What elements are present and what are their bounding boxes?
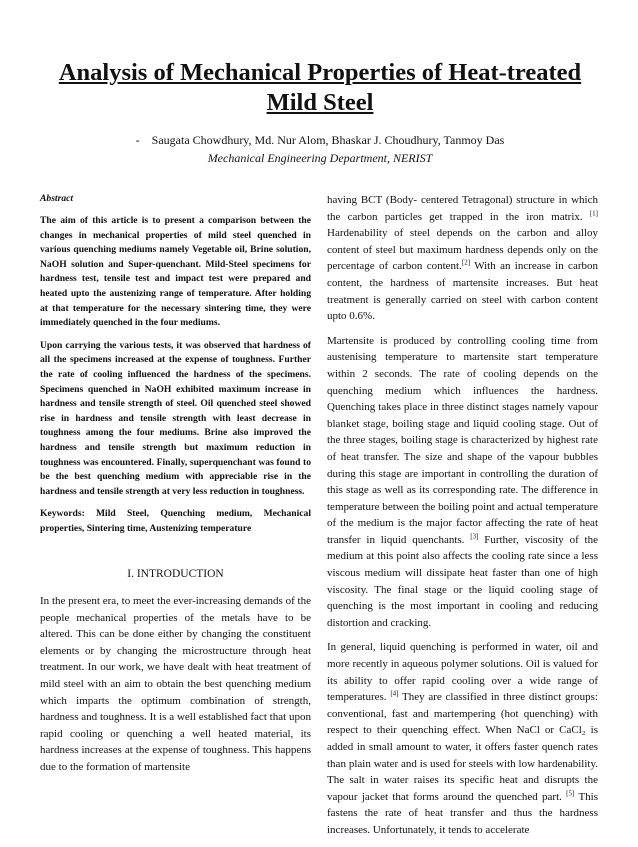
- intro-paragraph-1: In the present era, to meet the ever-increasing demands of the people mechanical properties of the metals have to be altered. This can be done either by changing the constituent elements or by changing the microstructure through heat treatment. In our work, we have dealt with heat treatment of mild steel with an aim to obtain the best quenching medium which imparts the optimum combination of strength, hardness and toughness. It is a well established fact that upon rapid cooling or quenching a well heated material, its hardness increases at the expense of toughness. This happens due to the formation of martensite: [40, 595, 311, 773]
- abstract-paragraph-2: Upon carrying the various tests, it was observed that hardness of all the specimens increased at the expense of toughness. Further the rate of cooling influenced the hardness of the specimens. Specimens quenched in NaOH exhibited maximum increase in hardness and tensile strength of steel. Oil quenched steel showed rise in hardness and tensile strength with least decrease in toughness among the four mediums. Brine also improved the hardness and tensile strength but maximum reduction in toughness was encountered. Finally, superquenchant was found to be the best quenching medium with appreciable rise in the hardness and tensile strength at very less reduction in toughness.: [40, 339, 311, 497]
- right-paragraph-1: [327, 192, 598, 325]
- citation-2: [2]: [461, 258, 471, 267]
- text-span: having BCT (Body- centered Tetragonal) structure in which the carbon particles get trapped in the iron matrix.: [327, 194, 598, 223]
- text-span: Further, viscosity of the medium at this point also affects the cooling rate since a less viscous medium will dissipate heat faster than one of high viscosity. The final stage or the liquid cooling stage of quenching is the most important in cooling and reducing distortion and cracking.: [327, 533, 598, 629]
- left-column: [40, 192, 311, 784]
- right-paragraph-2: [327, 333, 598, 632]
- department: Mechanical Engineering Department, NERIST: [207, 151, 433, 165]
- intro-heading: I. INTRODUCTION: [127, 568, 224, 581]
- right-column: [327, 192, 598, 847]
- abstract-paragraph-1: The aim of this article is to present a comparison between the changes in mechanical properties of mild steel quenched in various quenching mediums namely Vegetable oil, Brine solution, NaOH solution and Super-quenchant. Mild-Steel specimens for hardness test, tensile test and impact test were prepared and heated upto the austenizing range of temperature. After holding at that temperature for the necessary sintering time, they were immediately quenched in the four mediums.: [40, 215, 311, 329]
- text-span: Hardenability of steel depends on the carbon and alloy content of steel but maximum hardness depends only on the percentage of carbon content.: [327, 227, 598, 273]
- text-span: In general, liquid quenching is performed in water, oil and more recently in aqueous polymer solutions. Oil is valued for its ability to offer rapid cooling over a wide range of temperatures.: [327, 641, 598, 704]
- abstract-heading: Abstract: [40, 193, 74, 204]
- author-dash: -: [135, 133, 140, 147]
- citation-1: [1]: [589, 208, 599, 217]
- text-span: With an increase in carbon content, the hardness of martensite increases. But heat treatment is generally carried on steel with carbon content upto 0.6%.: [327, 260, 598, 323]
- citation-3: [3]: [470, 532, 479, 541]
- abstract-body: [40, 214, 311, 536]
- text-span: Martensite is produced by controlling cooling time from austenising temperature to martensite start temperature within 2 seconds. The rate of cooling depends on the quenching medium which influences the hardness. Quenching takes place in three distinct stages namely vapour blanket stage, boiling stage and liquid cooling stage. Out of the three stages, boiling stage is characterized by highest rate of heat transfer. The size and shape of the vapour bubbles during this stage are important in controlling the duration of this stage as well as its corresponding rate. The difference in temperature between the boiling point and actual temperature of the medium is the major factor affecting the rate of heat transfer in liquid quenchants.: [327, 334, 598, 546]
- author-line: [40, 132, 600, 148]
- right-paragraph-3: [327, 639, 598, 838]
- keywords: Keywords: Mild Steel, Quenching medium, Mechanical properties, Sintering time, Austenizing temperature: [40, 508, 311, 534]
- citation-4: [4]: [390, 689, 399, 698]
- text-span: This fastens the rate of heat transfer and thus the hardness increases. Unfortunately, it tends to accelerate: [327, 790, 598, 836]
- text-span: They are classified in three distinct groups: conventional, fast and martempering (hot quenching) with respect to their quenching effect. When NaCl or CaCl₂ is added in small amount to water, it offers faster quench rates than plain water and is used for steels with low hardenability. The salt in water raises its specific heat and disrupts the vapour jacket that forms around the quenched part.: [327, 691, 598, 803]
- paper-title: Analysis of Mechanical Properties of Heat-treated Mild Steel: [58, 59, 582, 116]
- author-names: Saugata Chowdhury, Md. Nur Alom, Bhaskar J. Choudhury, Tanmoy Das: [151, 133, 505, 147]
- citation-5: [5]: [566, 789, 575, 798]
